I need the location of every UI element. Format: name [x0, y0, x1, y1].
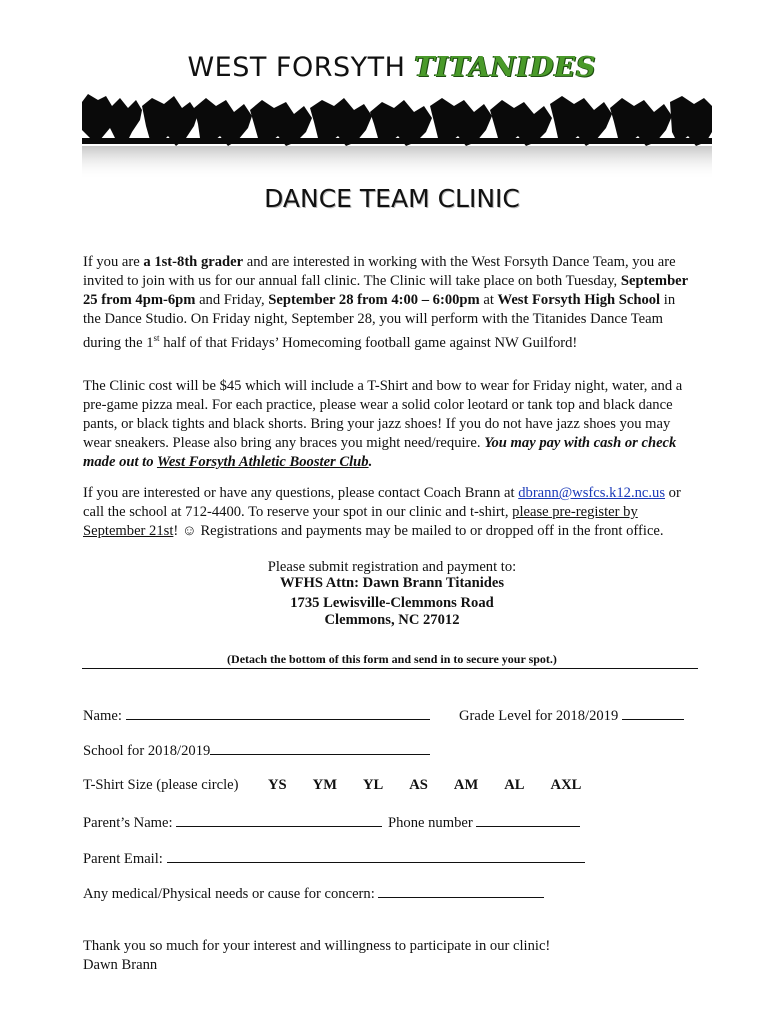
address-line-1: WFHS Attn: Dawn Brann Titanides	[279, 575, 505, 591]
size-option-axl[interactable]: AXL	[550, 777, 582, 793]
parent-email-label: Parent Email:	[83, 851, 167, 867]
medical-blank[interactable]	[378, 883, 544, 898]
parent-email-blank[interactable]	[167, 848, 585, 863]
payment-instruction: You may pay with cash or check made out to	[83, 435, 677, 470]
cost-paragraph	[83, 377, 695, 472]
parent-name-field[interactable]	[83, 812, 382, 833]
size-option-ys[interactable]: YS	[268, 777, 287, 793]
parent-email-field[interactable]	[83, 848, 585, 869]
parent-name-label: Parent’s Name:	[83, 815, 177, 831]
cost-text: The Clinic cost will be $45 which will include a T-Shirt and bow to wear for Friday night, water, and a pre-game pizza meal. For each practice, please wear a solid color leotard or tank top and black dance pants, or black tights and black shorts. Bring your jazz shoes! If you do not have jazz shoes you may wear sneakers. Please also bring any braces you might need/require.	[83, 378, 683, 451]
intro-text: and are interested in working with the West Forsyth Dance Team, you are invited to join with us for our annual fall clinic. The Clinic will take place on both Tuesday,	[83, 254, 676, 289]
school-field[interactable]	[83, 740, 430, 761]
parent-name-blank[interactable]	[176, 812, 382, 827]
submit-label: Please submit registration and payment to:	[267, 559, 517, 575]
grade-label: Grade Level for 2018/2019	[459, 708, 622, 724]
size-option-am[interactable]: AM	[453, 777, 479, 793]
intro-text: at	[479, 292, 498, 308]
contact-text: or call the school at 712-4400. To reserve your spot in our clinic and t-shirt,	[83, 485, 681, 520]
grade-field[interactable]	[459, 705, 684, 726]
shirt-size-options	[268, 776, 581, 795]
intro-text: If you are	[83, 254, 144, 270]
school-label: School for 2018/2019	[83, 743, 211, 759]
header-title-team: TITANIDES	[414, 52, 597, 83]
intro-text: in the Dance Studio. On Friday night, September 28, you will perform with the Titanides Dance Team during the 1	[83, 292, 676, 351]
school-blank[interactable]	[210, 740, 430, 755]
location: West Forsyth High School	[497, 292, 661, 308]
medical-field[interactable]	[83, 883, 544, 904]
address-line-3: Clemmons, NC 27012	[324, 612, 460, 628]
grade-blank[interactable]	[622, 705, 684, 720]
date-friday: September 28 from 4:00 – 6:00pm	[268, 292, 480, 308]
detach-line	[82, 668, 698, 669]
phone-blank[interactable]	[476, 812, 580, 827]
size-option-yl[interactable]: YL	[362, 777, 384, 793]
intro-text: half of that Fridays’ Homecoming football game against NW Guilford!	[159, 334, 578, 351]
name-field[interactable]	[83, 705, 430, 726]
name-label: Name:	[83, 708, 126, 724]
contact-paragraph	[83, 484, 695, 541]
email-link[interactable]: dbrann@wsfcs.k12.nc.us	[518, 485, 666, 501]
contact-text: ! ☺ Registrations and payments may be mailed to or dropped off in the front office.	[173, 523, 664, 539]
dancer-silhouettes-banner	[82, 92, 712, 182]
phone-label: Phone number	[388, 815, 477, 831]
shirt-size-label: T-Shirt Size (please circle)	[83, 777, 239, 793]
intro-text: and Friday,	[195, 292, 269, 308]
address-line-2: 1735 Lewisville-Clemmons Road	[290, 595, 494, 611]
thank-you-text: Thank you so much for your interest and willingness to participate in our clinic!	[83, 938, 551, 954]
ordinal-suffix: st	[153, 333, 160, 343]
size-option-as[interactable]: AS	[409, 777, 428, 793]
grade-range: a 1st-8th grader	[143, 254, 244, 270]
clinic-title: DANCE TEAM CLINIC	[264, 184, 520, 213]
medical-label: Any medical/Physical needs or cause for concern:	[83, 886, 379, 902]
name-blank[interactable]	[126, 705, 430, 720]
payment-period: .	[368, 454, 373, 470]
signature: Dawn Brann	[83, 957, 158, 973]
payee-name: West Forsyth Athletic Booster Club	[156, 454, 369, 470]
detach-note: (Detach the bottom of this form and send in to secure your spot.)	[227, 652, 557, 666]
header-title-school: WEST FORSYTH	[187, 52, 415, 83]
preregister-deadline: please pre-register by September 21st	[83, 504, 638, 539]
contact-text: If you are interested or have any questions, please contact Coach Brann at	[83, 485, 519, 501]
date-tuesday: September 25 from 4pm-6pm	[83, 273, 688, 308]
intro-paragraph	[83, 253, 695, 353]
phone-field[interactable]	[388, 812, 580, 833]
size-option-al[interactable]: AL	[504, 777, 525, 793]
size-option-ym[interactable]: YM	[312, 777, 337, 793]
header-title	[0, 52, 784, 83]
